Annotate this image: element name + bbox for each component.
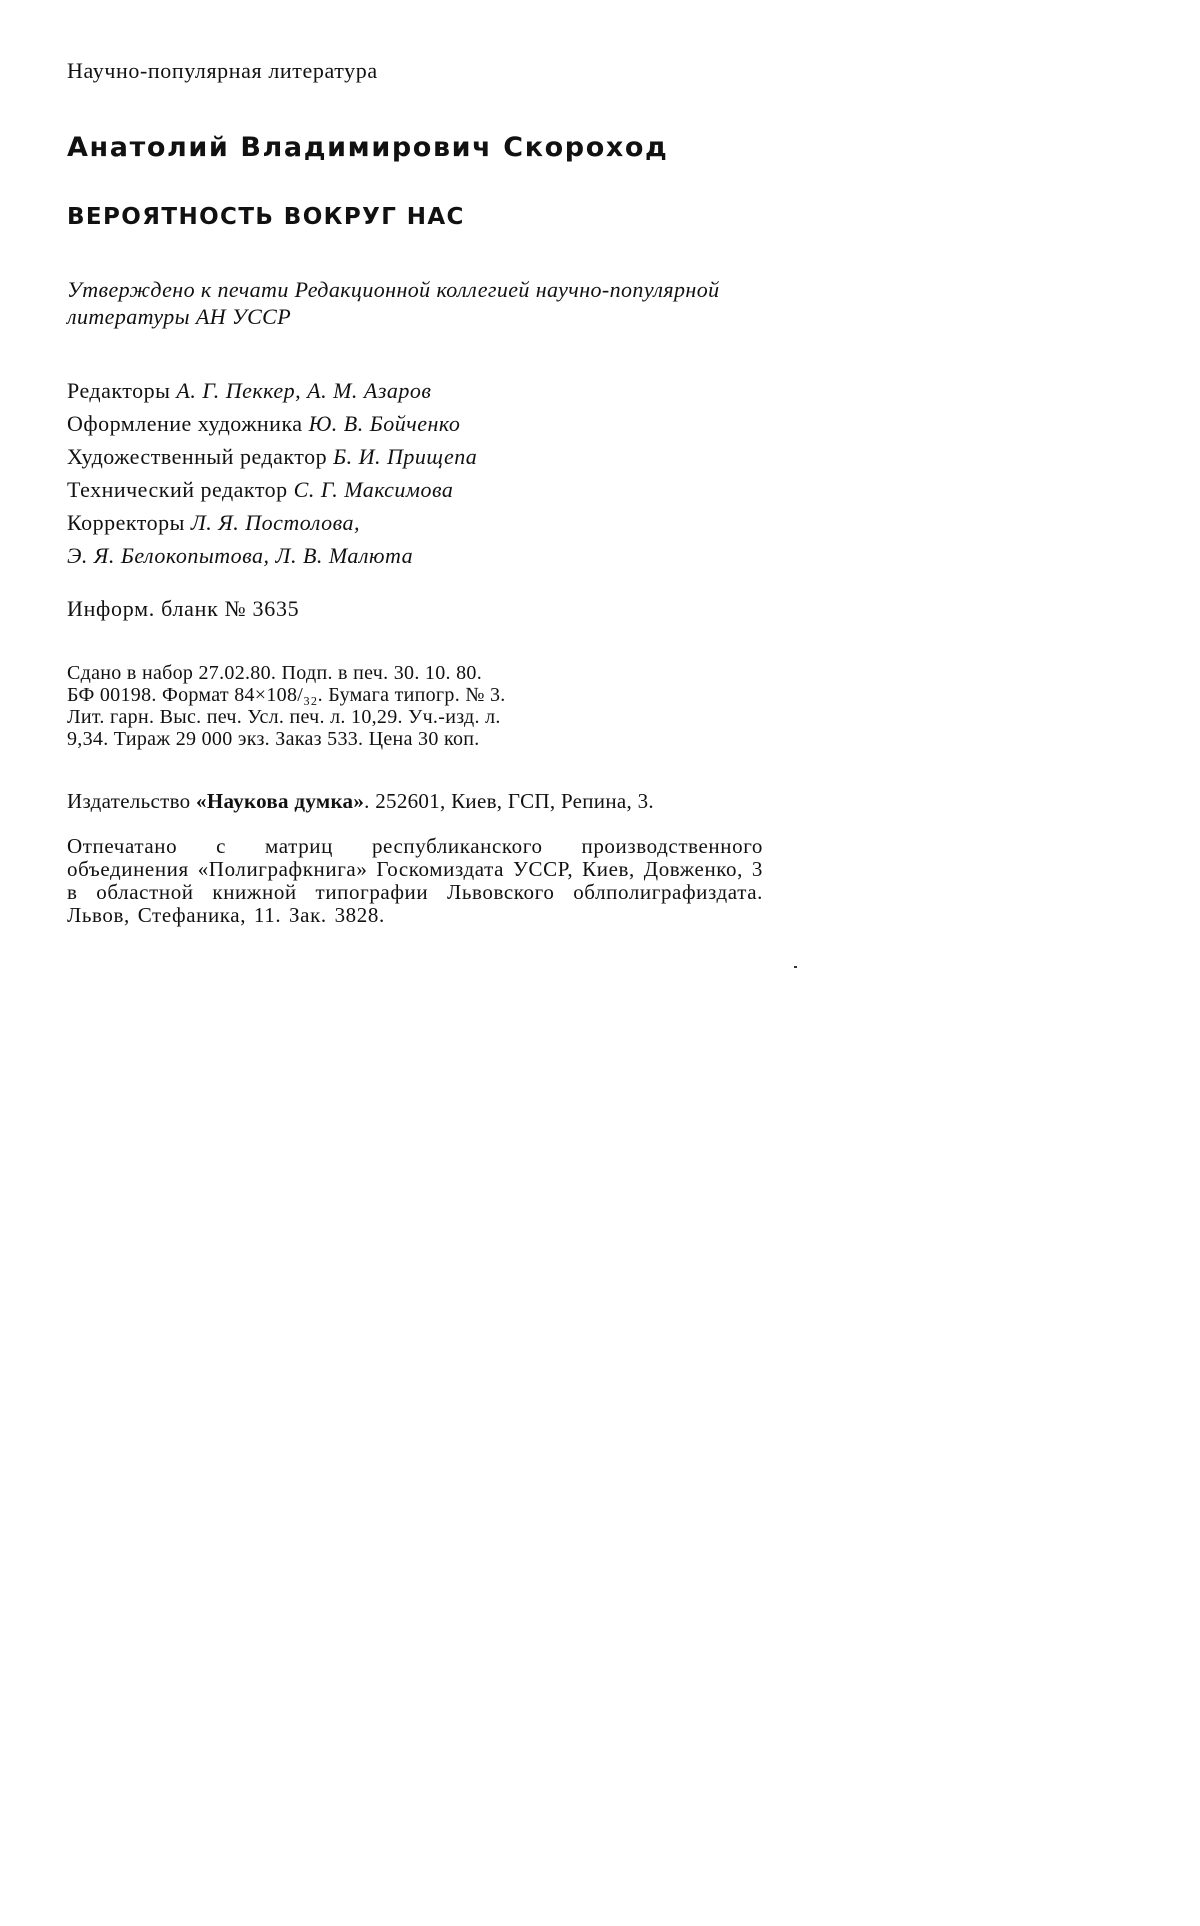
publisher-name: «Наукова думка» xyxy=(196,789,365,813)
credit-line-proofreaders-cont xyxy=(67,539,767,572)
colophon-page xyxy=(67,58,767,927)
printed-by-info: Отпечатано с матриц республиканского производственного объединения «Полиграфкнига» Госкомиздата УССР, Киев, Довженко, 3 в областной книжной типографии Львовского облполиграфиздата. Львов, Стефаника, 11. Зак. 3828. xyxy=(67,834,763,927)
publisher-prefix: Издательство xyxy=(67,789,197,813)
credit-line-editors xyxy=(67,374,767,407)
credit-role: Корректоры xyxy=(67,510,185,535)
printing-details xyxy=(67,662,763,750)
author-name: Анатолий Владимирович Скороход xyxy=(67,132,669,163)
publisher-address: . 252601, Киев, ГСП, Репина, 3. xyxy=(364,789,654,813)
credit-line-proofreaders xyxy=(67,506,767,539)
scan-speck xyxy=(794,966,797,968)
credits-list xyxy=(67,374,767,572)
approval-note: Утверждено к печати Редакционной коллегией научно-популярной литературы АН УССР xyxy=(67,277,720,329)
printing-line: Лит. гарн. Выс. печ. Усл. печ. л. 10,29. Уч.-изд. л. xyxy=(67,706,501,728)
printing-line: Сдано в набор 27.02.80. Подп. в печ. 30. 10. 80. xyxy=(67,662,483,684)
publisher-info xyxy=(67,790,763,813)
printing-line: 9,34. Тираж 29 000 экз. Заказ 533. Цена 30 коп. xyxy=(67,728,480,750)
credit-names: Э. Я. Белокопытова, Л. В. Малюта xyxy=(67,543,414,568)
credit-names: С. Г. Максимова xyxy=(293,477,454,502)
credit-names: А. Г. Пеккер, А. М. Азаров xyxy=(176,378,432,403)
credit-line-tech-editor xyxy=(67,473,767,506)
credit-names: Б. И. Прищепа xyxy=(333,444,478,469)
printing-line: БФ 00198. Формат 84×108/₃₂. Бумага типогр. № 3. xyxy=(67,684,506,706)
series-label: Научно-популярная литература xyxy=(67,58,378,83)
book-title: ВЕРОЯТНОСТЬ ВОКРУГ НАС xyxy=(67,204,465,230)
credit-names: Ю. В. Бойченко xyxy=(308,411,461,436)
credit-line-art-editor xyxy=(67,440,767,473)
credit-role: Художественный редактор xyxy=(67,444,328,469)
credit-role: Технический редактор xyxy=(67,477,288,502)
credit-role: Редакторы xyxy=(67,378,171,403)
credit-line-design xyxy=(67,407,767,440)
credit-names: Л. Я. Постолова, xyxy=(190,510,360,535)
credit-role: Оформление художника xyxy=(67,411,303,436)
inform-blank-number: Информ. бланк № 3635 xyxy=(67,596,300,621)
